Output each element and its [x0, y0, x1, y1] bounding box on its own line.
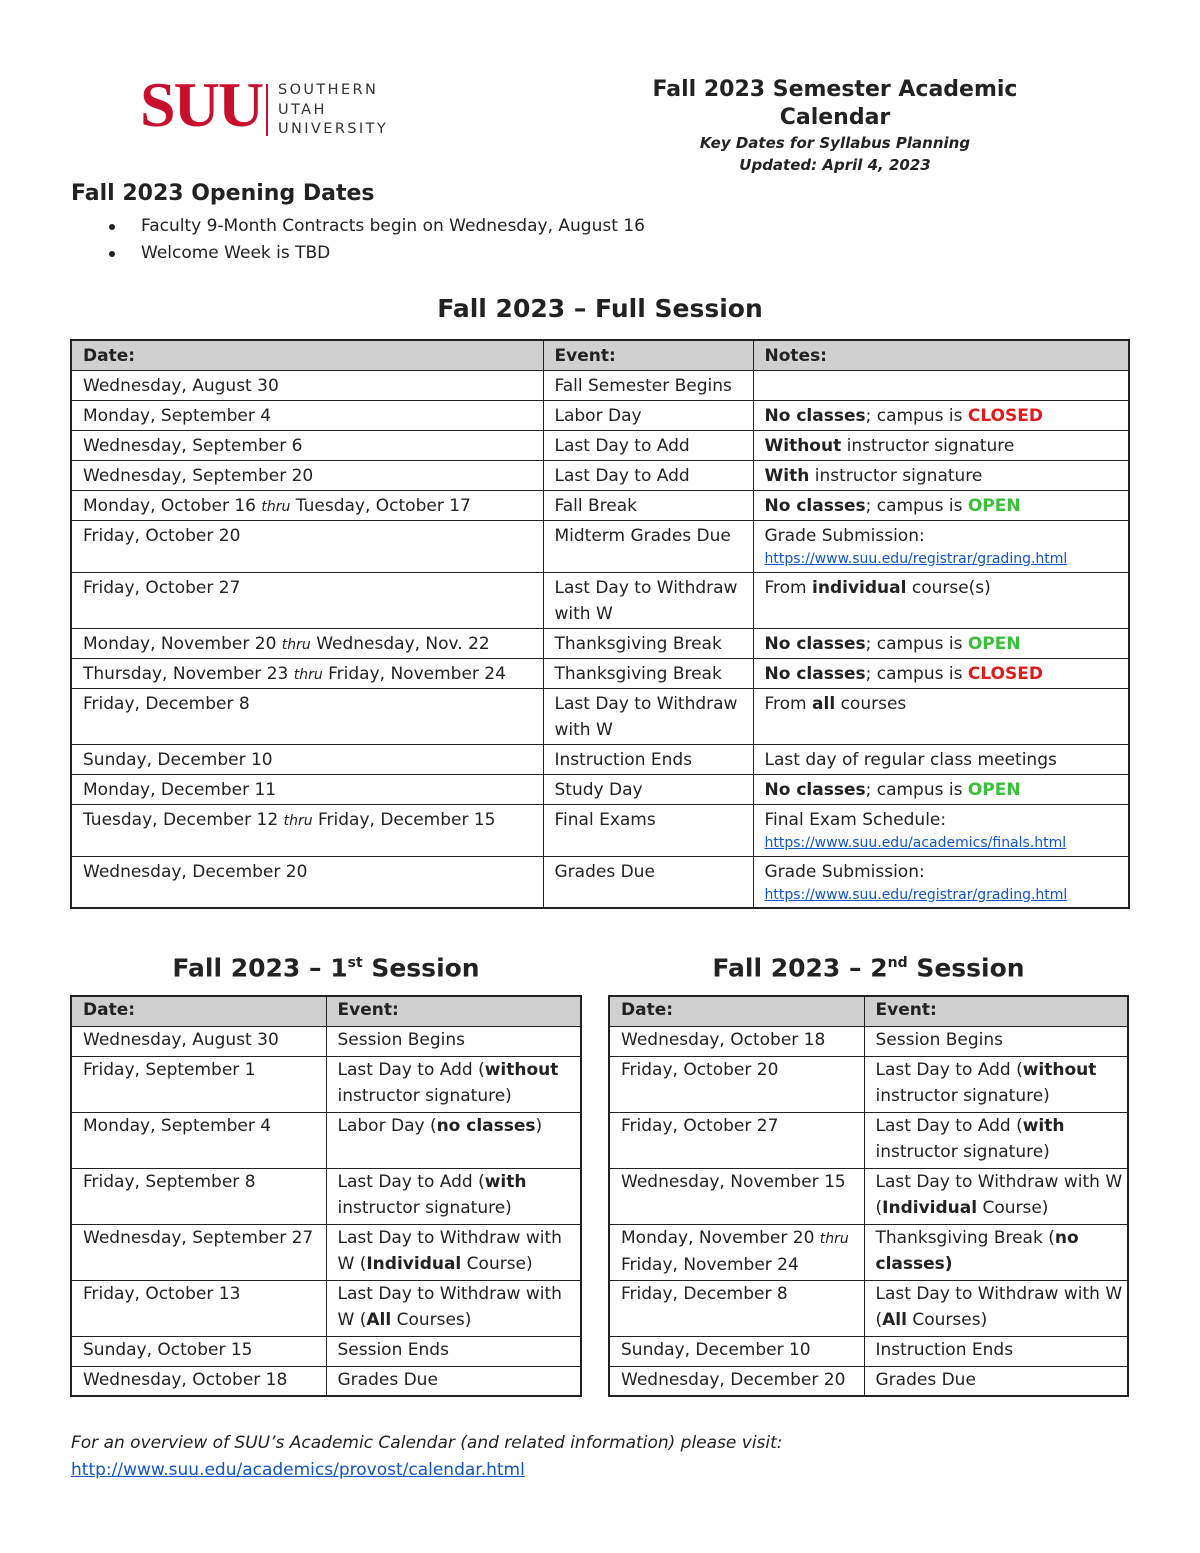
reference-link[interactable]: https://www.suu.edu/academics/finals.html: [764, 834, 1067, 851]
event-cell: Last Day to Add (with instructor signature): [864, 1112, 1128, 1168]
notes-cell: [753, 370, 1129, 400]
event-cell: Last Day to Add (without instructor signature): [326, 1056, 581, 1112]
thru-text: thru: [261, 498, 291, 515]
full-session-title: Fall 2023 – Full Session: [437, 294, 763, 323]
date-cell: Wednesday, December 20: [609, 1366, 864, 1396]
date-cell: Sunday, December 10: [71, 744, 543, 774]
opening-dates-list: [100, 213, 645, 267]
reference-link[interactable]: https://www.suu.edu/registrar/grading.html: [764, 550, 1068, 567]
event-cell: Fall Semester Begins: [543, 370, 753, 400]
table-row: [71, 1026, 581, 1056]
event-cell: Session Ends: [326, 1336, 581, 1366]
footer-text: For an overview of SUU’s Academic Calendar (and related information) please visit:: [71, 1433, 783, 1453]
notes-cell: No classes; campus is CLOSED: [753, 658, 1129, 688]
thru-text: thru: [283, 812, 313, 829]
table-row: [71, 400, 1129, 430]
date-cell: Wednesday, December 20: [71, 856, 543, 908]
column-header-notes: Notes:: [753, 340, 1129, 370]
notes-cell: From individual course(s): [753, 572, 1129, 628]
table-row: [71, 520, 1129, 572]
table-row: [71, 572, 1129, 628]
bold-text: without: [484, 1059, 559, 1080]
date-cell: Wednesday, October 18: [71, 1366, 326, 1396]
table-row: [609, 1336, 1128, 1366]
session-2-title-tail: Session: [907, 953, 1025, 983]
session-1-title: [70, 947, 582, 984]
event-cell: Midterm Grades Due: [543, 520, 753, 572]
bold-text: individual: [812, 577, 907, 598]
event-cell: Grades Due: [326, 1366, 581, 1396]
list-item: Faculty 9-Month Contracts begin on Wednesday, August 16: [100, 213, 645, 240]
table-row: [71, 1112, 581, 1168]
table-row: [71, 804, 1129, 856]
suu-logo: [140, 69, 410, 144]
open-status: OPEN: [967, 495, 1021, 516]
bold-text: All: [882, 1309, 907, 1330]
event-cell: Labor Day (no classes): [326, 1112, 581, 1168]
date-cell: Friday, September 8: [71, 1168, 326, 1224]
event-cell: Labor Day: [543, 400, 753, 430]
table-header-row: [609, 996, 1128, 1026]
event-cell: Last Day to Withdraw with W (All Courses): [864, 1280, 1128, 1336]
table-row: [609, 1224, 1128, 1280]
document-title: Fall 2023 Semester Academic Calendar: [652, 77, 1018, 130]
bold-text: Without: [764, 435, 842, 456]
event-cell: Study Day: [543, 774, 753, 804]
notes-cell: No classes; campus is CLOSED: [753, 400, 1129, 430]
session-1-title-main: Fall 2023 – 1: [172, 953, 348, 983]
event-cell: Grades Due: [864, 1366, 1128, 1396]
event-cell: Thanksgiving Break: [543, 658, 753, 688]
notes-cell: With instructor signature: [753, 460, 1129, 490]
event-cell: Instruction Ends: [543, 744, 753, 774]
date-cell: Friday, October 20: [609, 1056, 864, 1112]
event-cell: Session Begins: [326, 1026, 581, 1056]
column-header-event: Event:: [543, 340, 753, 370]
table-row: [71, 628, 1129, 658]
bold-text: No classes: [764, 405, 866, 426]
full-session-table: [70, 339, 1130, 909]
table-row: [71, 1336, 581, 1366]
document-subtitle: Key Dates for Syllabus Planning: [699, 134, 971, 152]
date-cell: Wednesday, September 20: [71, 460, 543, 490]
table-row: [71, 1280, 581, 1336]
event-cell: Last Day to Add (with instructor signature): [326, 1168, 581, 1224]
calendar-link[interactable]: http://www.suu.edu/academics/provost/calendar.html: [71, 1460, 525, 1480]
logo-divider: [266, 84, 268, 136]
table-row: [71, 490, 1129, 520]
date-cell: Monday, September 4: [71, 400, 543, 430]
date-cell: Tuesday, December 12 thru Friday, December 15: [71, 804, 543, 856]
notes-cell: Last day of regular class meetings: [753, 744, 1129, 774]
date-cell: Thursday, November 23 thru Friday, November 24: [71, 658, 543, 688]
thru-text: thru: [281, 636, 311, 653]
date-cell: Wednesday, September 27: [71, 1224, 326, 1280]
notes-cell: Without instructor signature: [753, 430, 1129, 460]
closed-status: CLOSED: [967, 405, 1043, 426]
bold-text: Individual: [882, 1197, 978, 1218]
opening-dates-title: Fall 2023 Opening Dates: [71, 181, 375, 206]
session-1-title-tail: Session: [362, 953, 480, 983]
session-2-title-sup: nd: [887, 955, 908, 971]
table-row: [609, 1056, 1128, 1112]
table-header-row: [71, 340, 1129, 370]
notes-cell: No classes; campus is OPEN: [753, 628, 1129, 658]
table-row: [71, 744, 1129, 774]
logo-line-2: UTAH: [278, 101, 327, 118]
event-cell: Last Day to Withdraw with W (All Courses): [326, 1280, 581, 1336]
date-cell: Wednesday, September 6: [71, 430, 543, 460]
date-cell: Friday, October 20: [71, 520, 543, 572]
session-2-title: [608, 947, 1129, 984]
event-cell: Fall Break: [543, 490, 753, 520]
date-cell: Sunday, December 10: [609, 1336, 864, 1366]
table-row: [609, 1366, 1128, 1396]
thru-text: thru: [293, 666, 323, 683]
reference-link[interactable]: https://www.suu.edu/registrar/grading.html: [764, 886, 1068, 903]
session-2-table: [608, 995, 1129, 1397]
bold-text: With: [764, 465, 810, 486]
list-item: Welcome Week is TBD: [100, 240, 645, 267]
open-status: OPEN: [967, 779, 1021, 800]
date-cell: Friday, October 27: [609, 1112, 864, 1168]
table-row: [71, 1168, 581, 1224]
bold-text: all: [812, 693, 836, 714]
table-header-row: [71, 996, 581, 1026]
open-status: OPEN: [967, 633, 1021, 654]
logo-line-1: SOUTHERN: [278, 82, 379, 98]
date-cell: Friday, September 1: [71, 1056, 326, 1112]
table-row: [609, 1280, 1128, 1336]
event-cell: Final Exams: [543, 804, 753, 856]
date-cell: Wednesday, November 15: [609, 1168, 864, 1224]
table-row: [71, 856, 1129, 908]
bold-text: No classes: [764, 779, 866, 800]
closed-status: CLOSED: [967, 663, 1043, 684]
notes-cell: Grade Submission: https://www.suu.edu/registrar/grading.html: [753, 856, 1129, 908]
notes-cell: Final Exam Schedule: https://www.suu.edu/academics/finals.html: [753, 804, 1129, 856]
table-row: [609, 1026, 1128, 1056]
date-cell: Wednesday, October 18: [609, 1026, 864, 1056]
event-cell: Last Day to Withdraw with W: [543, 688, 753, 744]
session-1-title-sup: st: [347, 955, 363, 971]
notes-cell: No classes; campus is OPEN: [753, 774, 1129, 804]
event-cell: Last Day to Add: [543, 460, 753, 490]
footer: [71, 1430, 783, 1484]
date-cell: Monday, November 20 thru Friday, November 24: [609, 1224, 864, 1280]
date-cell: Friday, October 13: [71, 1280, 326, 1336]
date-cell: Friday, December 8: [609, 1280, 864, 1336]
event-cell: Session Begins: [864, 1026, 1128, 1056]
session-1-table: [70, 995, 582, 1397]
column-header-date: Date:: [609, 996, 864, 1026]
date-cell: Monday, December 11: [71, 774, 543, 804]
table-row: [71, 430, 1129, 460]
table-row: [609, 1168, 1128, 1224]
bold-text: without: [1022, 1059, 1097, 1080]
column-header-date: Date:: [71, 340, 543, 370]
table-row: [609, 1112, 1128, 1168]
bold-text: no classes: [436, 1115, 536, 1136]
notes-cell: No classes; campus is OPEN: [753, 490, 1129, 520]
event-cell: Last Day to Add: [543, 430, 753, 460]
event-cell: Last Day to Withdraw with W (Individual Course): [326, 1224, 581, 1280]
event-cell: Instruction Ends: [864, 1336, 1128, 1366]
column-header-date: Date:: [71, 996, 326, 1026]
session-2-title-main: Fall 2023 – 2: [712, 953, 888, 983]
table-row: [71, 774, 1129, 804]
notes-cell: From all courses: [753, 688, 1129, 744]
bold-text: No classes: [764, 663, 866, 684]
date-cell: Sunday, October 15: [71, 1336, 326, 1366]
document-header: [600, 76, 1070, 176]
date-cell: Friday, October 27: [71, 572, 543, 628]
event-cell: Grades Due: [543, 856, 753, 908]
notes-cell: Grade Submission: https://www.suu.edu/registrar/grading.html: [753, 520, 1129, 572]
table-row: [71, 1056, 581, 1112]
table-row: [71, 460, 1129, 490]
column-header-event: Event:: [326, 996, 581, 1026]
table-row: [71, 370, 1129, 400]
event-cell: Thanksgiving Break: [543, 628, 753, 658]
event-cell: Last Day to Add (without instructor signature): [864, 1056, 1128, 1112]
logo-mark: SUU: [140, 69, 263, 140]
logo-line-3: UNIVERSITY: [278, 121, 389, 137]
date-cell: Monday, September 4: [71, 1112, 326, 1168]
bold-text: No classes: [764, 633, 866, 654]
bold-text: with: [484, 1171, 527, 1192]
table-row: [71, 658, 1129, 688]
updated-date: Updated: April 4, 2023: [739, 156, 931, 174]
bold-text: Individual: [366, 1253, 462, 1274]
table-row: [71, 1224, 581, 1280]
bold-text: No classes: [764, 495, 866, 516]
date-cell: Monday, November 20 thru Wednesday, Nov. 22: [71, 628, 543, 658]
bold-text: no classes): [875, 1227, 1079, 1274]
logo-wordmark: [278, 81, 388, 140]
event-cell: Last Day to Withdraw with W: [543, 572, 753, 628]
date-cell: Wednesday, August 30: [71, 370, 543, 400]
event-cell: Last Day to Withdraw with W (Individual Course): [864, 1168, 1128, 1224]
table-row: [71, 688, 1129, 744]
bold-text: All: [366, 1309, 392, 1330]
bold-text: with: [1022, 1115, 1065, 1136]
date-cell: Friday, December 8: [71, 688, 543, 744]
date-cell: Monday, October 16 thru Tuesday, October 17: [71, 490, 543, 520]
date-cell: Wednesday, August 30: [71, 1026, 326, 1056]
thru-text: thru: [819, 1230, 849, 1247]
table-row: [71, 1366, 581, 1396]
column-header-event: Event:: [864, 996, 1128, 1026]
event-cell: Thanksgiving Break (no classes): [864, 1224, 1128, 1280]
